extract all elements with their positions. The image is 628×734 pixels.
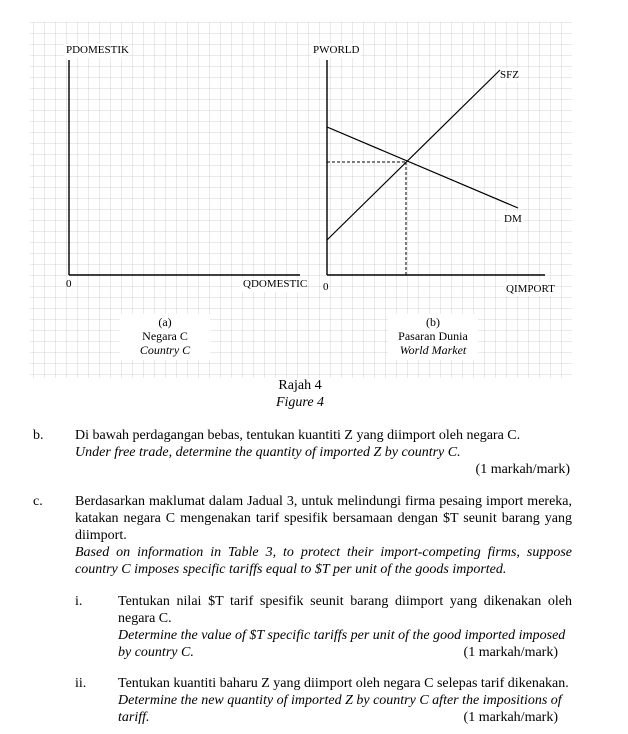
caption-english: World Market	[399, 343, 467, 357]
right-graph-caption	[383, 315, 483, 357]
graph-grid-background	[30, 22, 572, 378]
question-c-ii-number: ii.	[75, 676, 87, 691]
question-c-number: c.	[33, 494, 43, 509]
caption-letter: (b)	[426, 315, 440, 329]
left-origin-label: 0	[66, 278, 72, 290]
demand-curve-label: DM	[504, 213, 522, 225]
supply-curve-label: SFZ	[500, 69, 519, 81]
question-c-ii-malay: Tentukan kuantiti baharu Z yang diimport oleh negara C selepas tarif dikenakan.	[118, 676, 569, 691]
question-c-i-number: i.	[75, 594, 83, 609]
right-origin-label: 0	[323, 281, 329, 293]
left-graph-caption	[120, 315, 210, 357]
question-c-english: Based on information in Table 3, to protect their import-competing firms, suppose country C imposes specific tariffs equal to $T per unit of the goods imported.	[75, 545, 572, 577]
question-b-number: b.	[33, 428, 44, 443]
figure-title-english: Figure 4	[275, 395, 325, 410]
caption-malay: Negara C	[142, 329, 188, 343]
question-c-i-malay: Tentukan nilai $T tarif spesifik seunit barang diimport yang dikenakan oleh negara C.	[118, 594, 572, 626]
question-c-ii-english: Determine the new quantity of imported Z by country C after the impositions of tariff.	[118, 693, 562, 725]
question-b-marks: (1 markah/mark)	[475, 462, 570, 477]
question-b-english: Under free trade, determine the quantity of imported Z by country C.	[75, 445, 461, 460]
caption-malay: Pasaran Dunia	[398, 329, 468, 343]
question-c-ii-marks: (1 markah/mark)	[463, 710, 558, 725]
question-b-malay: Di bawah perdagangan bebas, tentukan kuantiti Z yang diimport oleh negara C.	[75, 428, 521, 443]
caption-letter: (a)	[158, 315, 172, 329]
right-y-axis-label: PWORLD	[313, 44, 360, 56]
left-x-axis-label: QDOMESTIC	[243, 278, 308, 290]
right-x-axis-label: QIMPORT	[506, 283, 555, 295]
question-c-malay: Berdasarkan maklumat dalam Jadual 3, untuk melindungi firma pesaing import mereka, katakan negara C mengenakan tarif spesifik bersamaan dengan $T seunit barang yang diimport.	[75, 494, 572, 543]
figure-title-malay: Rajah 4	[278, 378, 322, 393]
figure-title	[250, 377, 350, 411]
question-c-i-english: Determine the value of $T specific tariffs per unit of the good imported imposed by country C.	[118, 628, 566, 660]
caption-english: Country C	[139, 343, 191, 357]
left-y-axis-label: PDOMESTIK	[66, 44, 129, 56]
question-c-i-marks: (1 markah/mark)	[463, 645, 558, 660]
